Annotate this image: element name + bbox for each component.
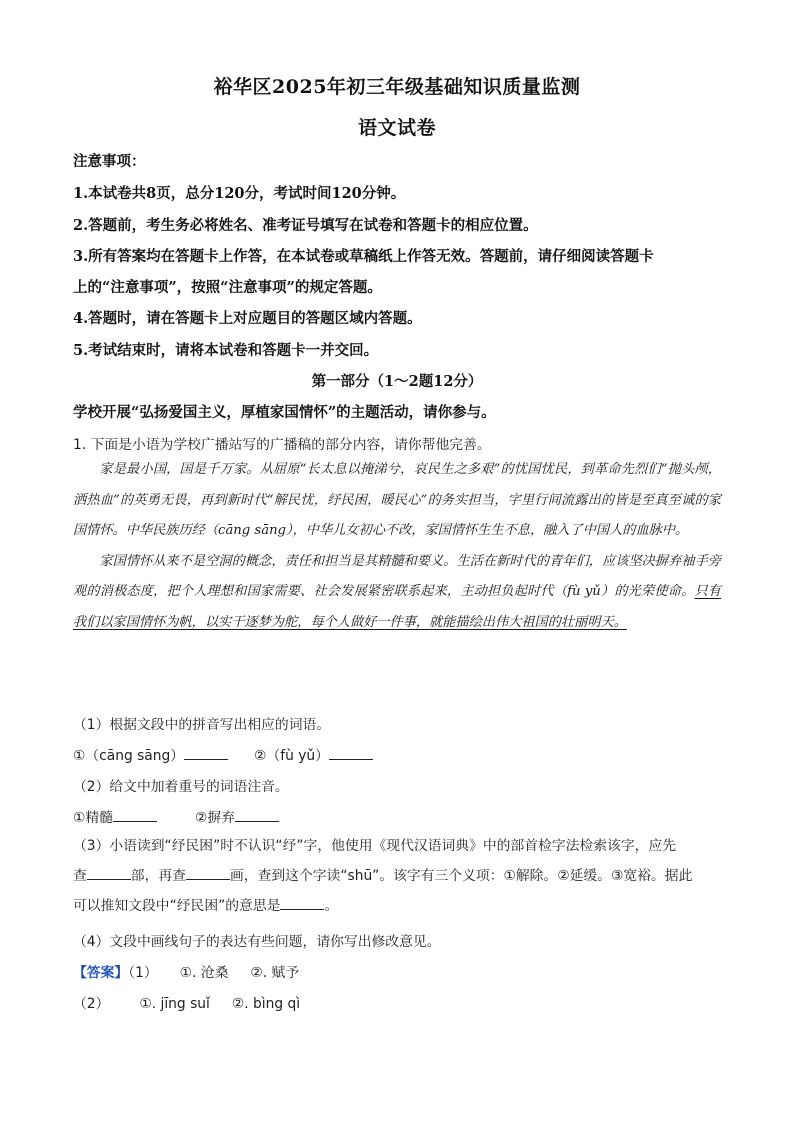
passage-paragraph-1: 家是最小国，国是千万家。从屈原“长太息以掩涕兮，哀民生之多艰”的忧国忧民，到革命先烈们“抛头颅，洒热血”的英勇无畏，再到新时代“解民忧，纾民困，暖民心”的务实担当，字里行间流露出的皆是至真至诚的家国情怀。中华民族历经（cāng sāng），中华儿女初心不改，家国情怀生生不息，融入了中国人的血脉中。 bbox=[73, 462, 721, 538]
notice-item-2: 2.答题前，考生务必将姓名、准考证号填写在试卷和答题卡的相应位置。 bbox=[73, 217, 538, 234]
answer-blank-strokes[interactable] bbox=[186, 867, 230, 880]
notice-item-4: 4.答题时，请在答题卡上对应题目的答题区域内答题。 bbox=[73, 310, 422, 327]
text-fragment: 画，查到这个字读“shū”。该字有三个义项：①解除。②延缓。③宽裕。据此 bbox=[229, 868, 693, 884]
answer-num: （2） bbox=[73, 996, 110, 1012]
answer-row-1 bbox=[73, 961, 299, 981]
sub-question-1: （1）根据文段中的拼音写出相应的词语。 bbox=[73, 717, 331, 733]
answer-row-2 bbox=[73, 992, 300, 1012]
answer-blank-meaning[interactable] bbox=[280, 897, 324, 910]
sub-question-3-line-2 bbox=[73, 861, 721, 891]
answer-cangsang: ①. 沧桑 bbox=[179, 965, 229, 981]
word-bingqi: ②摒弃 bbox=[194, 810, 235, 826]
notice-item-3-cont: 上的“注意事项”，按照“注意事项”的规定答题。 bbox=[73, 279, 382, 296]
exam-subtitle: 语文试卷 bbox=[357, 117, 436, 139]
pinyin-cangsang: ①（cāng sāng） bbox=[73, 748, 185, 764]
exam-title: 裕华区2025年初三年级基础知识质量监测 bbox=[213, 76, 581, 98]
question-1-stem: 1. 下面是小语为学校广播站写的广播稿的部分内容，请你帮他完善。 bbox=[73, 437, 491, 453]
notice-item-5: 5.考试结束时，请将本试卷和答题卡一并交回。 bbox=[73, 342, 379, 359]
word-jingsui: ①精髓 bbox=[73, 810, 113, 826]
sub-question-3 bbox=[73, 831, 721, 921]
pinyin-fuyu: ②（fù yǔ） bbox=[254, 748, 329, 764]
notice-heading: 注意事项： bbox=[73, 153, 146, 170]
answer-blank[interactable] bbox=[329, 747, 373, 760]
answer-bingqi: ②. bìng qì bbox=[231, 996, 301, 1012]
answer-blank[interactable] bbox=[235, 809, 279, 822]
sub-question-4: （4）文段中画线句子的表达有些问题，请你写出修改意见。 bbox=[73, 934, 441, 950]
answer-jingsui: ①. jīng suǐ bbox=[139, 996, 210, 1012]
text-fragment: 部，再查 bbox=[130, 868, 186, 884]
answer-tag: 【答案】 bbox=[73, 965, 129, 981]
notice-item-3: 3.所有答案均在答题卡上作答，在本试卷或草稿纸上作答无效。答题前，请仔细阅读答题卡 bbox=[73, 248, 654, 265]
answer-fuyu: ②. 赋予 bbox=[250, 965, 300, 981]
broadcast-passage bbox=[73, 455, 721, 638]
answer-blank[interactable] bbox=[113, 809, 157, 822]
sub-question-2: （2）给文中加着重号的词语注音。 bbox=[73, 779, 289, 795]
answer-num: （1） bbox=[128, 965, 158, 981]
passage-paragraph-2 bbox=[73, 547, 721, 639]
text-fragment: 查 bbox=[73, 868, 87, 884]
text-fragment: 可以推知文段中“纾民困”的意思是 bbox=[73, 898, 281, 914]
text-fragment: 。 bbox=[324, 898, 339, 914]
sub-question-2-blanks bbox=[73, 806, 279, 826]
answer-blank[interactable] bbox=[184, 747, 228, 760]
sub-question-1-blanks bbox=[73, 744, 373, 764]
section-title: 第一部分（1～2题12分） bbox=[311, 373, 483, 390]
passage-paragraph-2-text: 家国情怀从来不是空洞的概念，责任和担当是其精髓和要义。生活在新时代的青年们，应该坚决摒弃袖手旁观的消极态度，把个人理想和国家需要、社会发展紧密联系起来，主动担负起时代（fù yǔ）的光荣使命。 bbox=[73, 553, 721, 599]
notice-item-1: 1.本试卷共8页，总分120分，考试时间120分钟。 bbox=[73, 185, 406, 202]
section-intro: 学校开展“弘扬爱国主义，厚植家国情怀”的主题活动，请你参与。 bbox=[73, 404, 496, 421]
answer-blank-radical[interactable] bbox=[87, 867, 131, 880]
underlined-sentence: 只有我们以家国情怀为帆，以实干逐梦为舵，每个人做好一件事，就能描绘出伟大祖国的壮丽明天。 bbox=[73, 584, 721, 630]
sub-question-3-line-3 bbox=[73, 891, 721, 921]
sub-question-3-line-1: （3）小语读到“纾民困”时不认识“纾”字，他使用《现代汉语词典》中的部首检字法检索该字，应先 bbox=[73, 838, 677, 854]
